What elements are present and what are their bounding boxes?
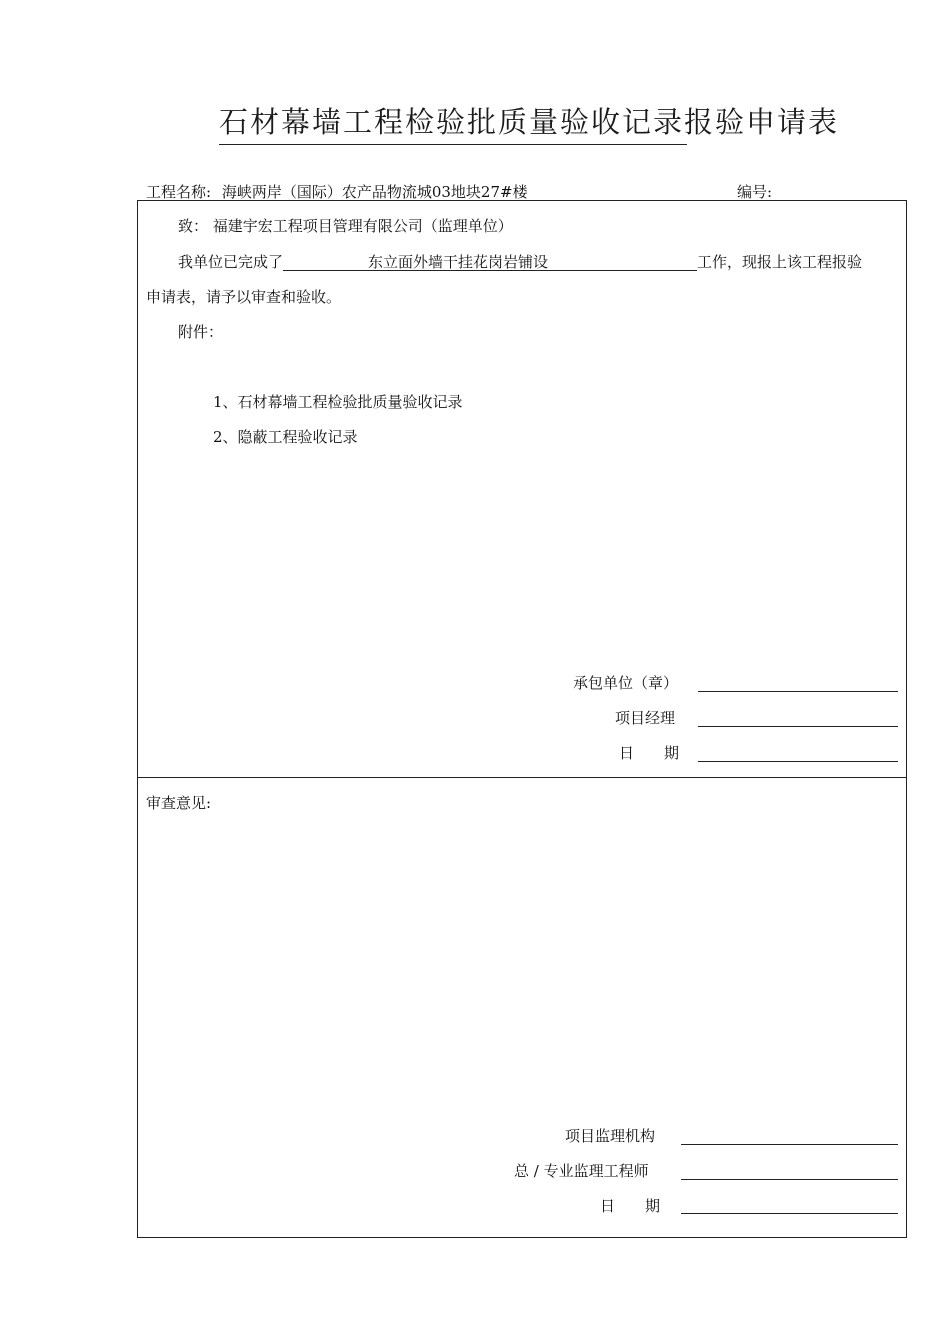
completed-prefix: 我单位已完成了 xyxy=(178,253,284,271)
document-title: 石材幕墙工程检验批质量验收记录报验申请表 xyxy=(219,105,840,139)
manager-signature-line[interactable] xyxy=(698,726,898,727)
contractor-signature-line[interactable] xyxy=(698,691,898,692)
completed-suffix: 工作，现报上该工程报验 xyxy=(697,253,863,271)
addressee-line xyxy=(178,216,513,236)
completed-work-line xyxy=(178,252,862,272)
project-name-label: 工程名称: xyxy=(146,183,212,201)
project-name-value: 海峡两岸（国际）农产品物流城03地块27#楼 xyxy=(221,183,528,201)
project-name xyxy=(146,181,528,202)
completed-work-field[interactable] xyxy=(283,252,697,271)
request-line: 申请表，请予以审查和验收。 xyxy=(146,288,342,306)
engineer-label: 总 / 专业监理工程师 xyxy=(514,1162,649,1180)
application-date-label: 日 期 xyxy=(619,744,680,762)
attachment-item-2: 2、隐蔽工程验收记录 xyxy=(213,428,358,446)
attachments-label: 附件： xyxy=(178,323,224,341)
contractor-label: 承包单位（章） xyxy=(573,674,679,692)
addressee-value: 福建宇宏工程项目管理有限公司（监理单位） xyxy=(212,217,513,235)
title-underline xyxy=(219,144,687,145)
engineer-signature-line[interactable] xyxy=(681,1179,898,1180)
supervision-org-label: 项目监理机构 xyxy=(565,1127,656,1145)
addressee-label: 致： xyxy=(178,217,209,235)
supervision-org-line[interactable] xyxy=(681,1144,898,1145)
attachment-item-1: 1、石材幕墙工程检验批质量验收记录 xyxy=(213,393,463,411)
review-opinion-label: 审查意见: xyxy=(146,794,212,812)
application-date-line[interactable] xyxy=(698,761,898,762)
serial-number-label: 编号: xyxy=(737,183,773,201)
review-date-line[interactable] xyxy=(681,1213,898,1214)
review-date-label: 日 期 xyxy=(600,1197,661,1215)
completed-work-value: 东立面外墙干挂花岗岩铺设 xyxy=(368,253,549,271)
manager-label: 项目经理 xyxy=(615,709,676,727)
